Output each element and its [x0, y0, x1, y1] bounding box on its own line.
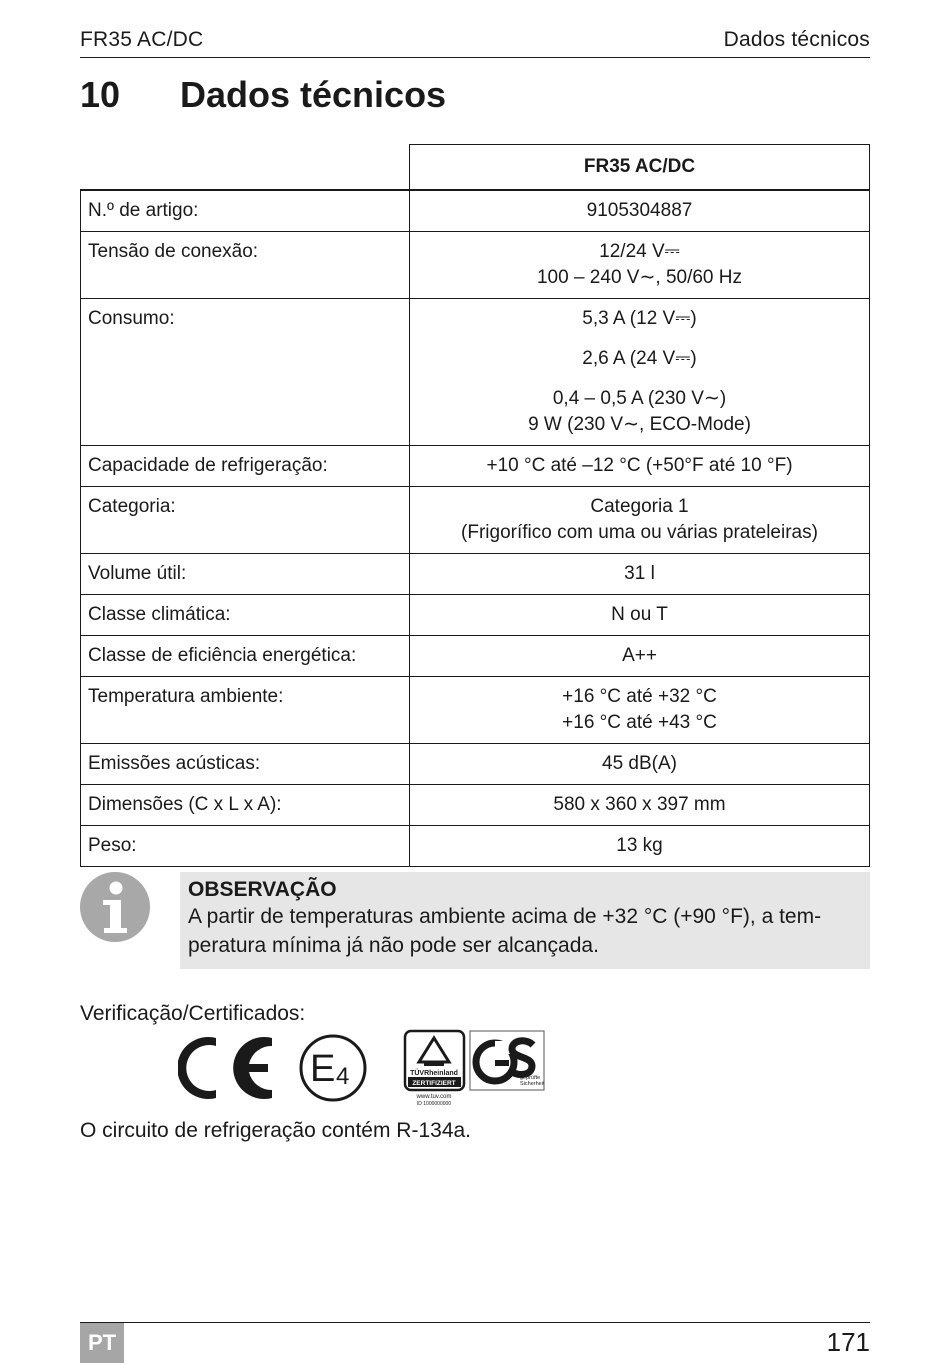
row-value [410, 825, 870, 866]
value-line: 5,3 A (12 V⎓) [582, 307, 697, 329]
row-label: N.º de artigo: [81, 190, 410, 232]
tuv-gs-mark-icon [405, 1031, 545, 1107]
header-section: Dados técnicos [723, 28, 870, 51]
row-value [410, 445, 870, 486]
value-line: 100 – 240 V∼, 50/60 Hz [536, 266, 742, 288]
info-icon [80, 872, 150, 942]
value-group-gap [418, 332, 861, 346]
table-row [81, 825, 870, 866]
table-row [81, 190, 870, 232]
row-label: Capacidade de refrigeração: [81, 445, 410, 486]
table-row [81, 298, 870, 445]
value-line: 2,6 A (24 V⎓) [582, 347, 697, 369]
value-line: A++ [622, 644, 657, 666]
row-value [410, 298, 870, 445]
table-row [81, 231, 870, 298]
value-group-gap [418, 372, 861, 386]
tuv-name: TÜVRheinland [410, 1070, 458, 1077]
table-row [81, 676, 870, 743]
table-row [81, 445, 870, 486]
value-line: +16 °C até +43 °C [562, 711, 717, 733]
spec-table [80, 144, 870, 867]
note-text-line2: peratura mínima já não pode ser alcançada. [188, 934, 599, 957]
e4-number: 4 [336, 1063, 350, 1090]
section-number: 10 [80, 74, 121, 115]
value-line: 9 W (230 V∼, ECO-Mode) [528, 413, 751, 435]
note-text-line1: A partir de temperaturas ambiente acima de +32 °C (+90 °F), a tem- [188, 905, 822, 928]
value-line: N ou T [611, 603, 668, 625]
footer-language-tab: PT [80, 1323, 124, 1363]
column-header: FR35 AC/DC [410, 145, 870, 190]
value-line: 13 kg [616, 834, 663, 856]
value-line: (Frigorífico com uma ou várias prateleiras) [461, 521, 818, 543]
row-value [410, 743, 870, 784]
table-corner [81, 145, 410, 190]
row-value [410, 635, 870, 676]
row-label: Consumo: [81, 298, 410, 445]
value-line: Categoria 1 [590, 495, 689, 517]
row-label: Volume útil: [81, 553, 410, 594]
header-rule [80, 57, 870, 58]
note-box [180, 872, 870, 969]
value-line: +16 °C até +32 °C [562, 685, 717, 707]
row-value [410, 594, 870, 635]
gs-text-line1: geprüfte [520, 1075, 541, 1081]
row-label: Emissões acústicas: [81, 743, 410, 784]
section-title [80, 74, 446, 116]
table-row [81, 486, 870, 553]
row-value [410, 784, 870, 825]
tuv-id: ID 1000000000 [416, 1101, 452, 1107]
footer-page-number: 171 [826, 1327, 870, 1357]
certification-label: Verificação/Certificados: [80, 1002, 306, 1025]
row-value [410, 231, 870, 298]
tuv-badge: ZERTIFIZIERT [412, 1080, 456, 1087]
value-line: 12/24 V⎓ [599, 240, 680, 262]
gs-text-line2: Sicherheit [520, 1081, 545, 1087]
row-value [410, 486, 870, 553]
footer-rule [80, 1322, 870, 1323]
row-label: Classe climática: [81, 594, 410, 635]
row-value [410, 676, 870, 743]
ce-mark-icon [178, 1037, 272, 1099]
table-row [81, 635, 870, 676]
refrigerant-text: O circuito de refrigeração contém R-134a. [80, 1119, 472, 1142]
e4-letter: E [310, 1048, 336, 1090]
value-line: 45 dB(A) [602, 752, 677, 774]
note-title: OBSERVAÇÃO [188, 878, 337, 901]
row-label: Classe de eficiência energética: [81, 635, 410, 676]
value-line: 9105304887 [586, 199, 693, 221]
row-label: Temperatura ambiente: [81, 676, 410, 743]
row-value [410, 553, 870, 594]
table-row [81, 784, 870, 825]
row-label: Tensão de conexão: [81, 231, 410, 298]
value-line: 0,4 – 0,5 A (230 V∼) [552, 387, 727, 409]
tuv-url: www.tuv.com [416, 1094, 452, 1100]
value-line: +10 °C até –12 °C (+50°F até 10 °F) [486, 454, 793, 476]
row-value [410, 190, 870, 232]
table-row [81, 743, 870, 784]
section-title-text: Dados técnicos [180, 74, 447, 115]
row-label: Dimensões (C x L x A): [81, 784, 410, 825]
value-line: 580 x 360 x 397 mm [553, 793, 726, 815]
header-model: FR35 AC/DC [80, 28, 204, 51]
row-label: Categoria: [81, 486, 410, 553]
spec-table-body [81, 190, 870, 867]
table-row [81, 553, 870, 594]
row-label: Peso: [81, 825, 410, 866]
certification-logos [178, 1028, 548, 1108]
table-row [81, 594, 870, 635]
e4-mark-icon [301, 1036, 365, 1100]
value-line: 31 l [624, 562, 655, 584]
